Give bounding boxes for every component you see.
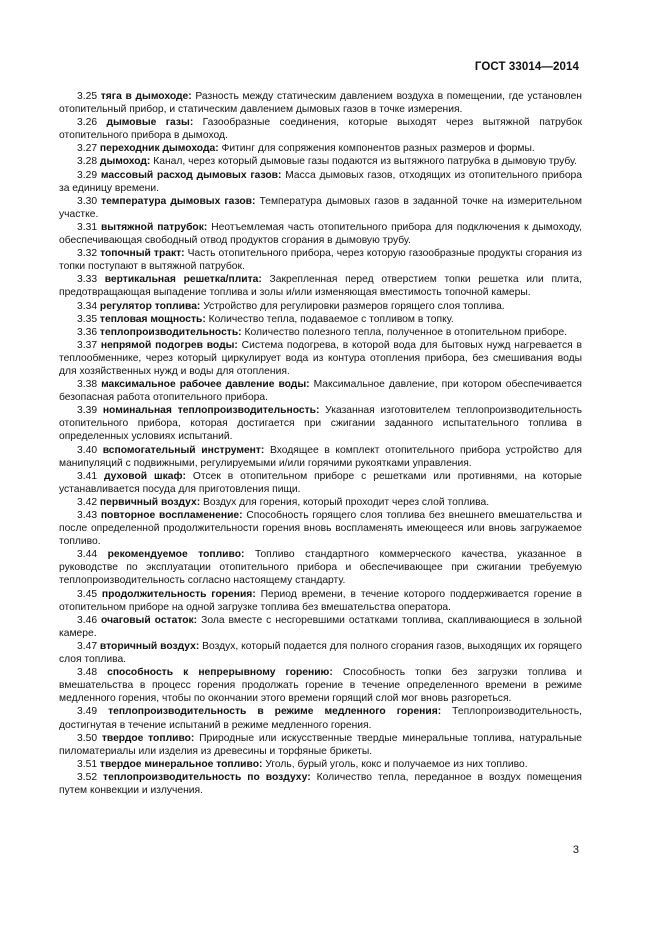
- definition-entry: [59, 614, 582, 640]
- entry-number: 3.50: [77, 732, 98, 744]
- definition-entry: [59, 470, 582, 496]
- entry-number: 3.48: [77, 667, 98, 679]
- definition-entry: [59, 313, 582, 326]
- entry-number: 3.47: [77, 640, 98, 652]
- entry-term: переходник дымохода:: [99, 143, 219, 155]
- document-code-header: ГОСТ 33014—2014: [474, 61, 579, 73]
- entry-number: 3.35: [77, 313, 98, 325]
- entry-term: твердое топливо:: [101, 732, 195, 744]
- entry-term: вспомогательный инструмент:: [102, 444, 265, 456]
- entry-term: максимальное рабочее давление воды:: [101, 379, 310, 391]
- definition-entry: [59, 155, 582, 168]
- entry-definition: Количество полезного тепла, полученное в отопительном приборе.: [241, 326, 568, 338]
- entry-definition: Топливо стандартного коммерческого качества, указанное в руководстве по эксплуатации отопительного прибора и обеспечивающее при сжигании требуемую теплопроизводительность согласно настоящему стандарту.: [59, 549, 583, 587]
- entry-term: номинальная теплопроизводительность:: [102, 405, 320, 417]
- entry-term: первичный воздух:: [99, 496, 201, 508]
- entry-term: вторичный воздух:: [99, 640, 200, 652]
- entry-number: 3.27: [77, 143, 98, 155]
- entry-number: 3.33: [77, 274, 98, 286]
- definition-entry: [59, 116, 582, 142]
- entry-number: 3.45: [77, 588, 98, 600]
- entry-number: 3.41: [77, 470, 98, 482]
- entry-number: 3.29: [77, 169, 98, 181]
- definition-entry: [59, 588, 582, 614]
- entry-number: 3.44: [77, 549, 98, 561]
- definition-entry: [59, 90, 582, 116]
- entry-term: способность к непрерывному горению:: [107, 667, 333, 679]
- entry-term: дымовые газы:: [106, 117, 194, 129]
- definition-entry: [59, 169, 582, 195]
- entry-number: 3.52: [77, 771, 98, 783]
- entry-term: тепловая мощность:: [99, 313, 206, 325]
- entry-number: 3.51: [77, 758, 98, 770]
- entry-number: 3.26: [77, 117, 98, 129]
- entry-number: 3.43: [77, 510, 98, 521]
- entry-number: 3.46: [77, 614, 98, 626]
- entry-number: 3.31: [77, 221, 98, 233]
- entry-definition: Устройство для регулировки размеров горящего слоя топлива.: [200, 300, 505, 312]
- entry-term: продолжительность горения:: [101, 588, 256, 600]
- entry-definition: Газообразные соединения, которые выходят через вытяжной патрубок отопительного прибора в дымоход.: [59, 117, 582, 142]
- entry-term: непрямой подогрев воды:: [100, 339, 238, 351]
- entry-definition: Воздух, который подается для полного сгорания газов, выходящих их горящего слоя топлива.: [59, 640, 582, 666]
- entry-definition: Уголь, бурый уголь, кокс и получаемое из них топливо.: [262, 758, 528, 770]
- entry-number: 3.37: [77, 339, 98, 351]
- entry-term: теплопроизводительность в режиме медленного горения:: [108, 706, 442, 718]
- definition-entry: [59, 666, 582, 705]
- entry-term: повторное воспламенение:: [100, 510, 243, 521]
- entry-definition: Зола вместе с несгоревшими остатками топлива, скапливающиеся в зольной камере.: [59, 614, 582, 639]
- entry-term: вытяжной патрубок:: [100, 221, 208, 233]
- entry-number: 3.42: [77, 496, 98, 508]
- definition-entry: [59, 732, 582, 758]
- entry-number: 3.38: [77, 379, 98, 391]
- definition-entry: [59, 195, 582, 221]
- definition-entry: [59, 771, 582, 797]
- entry-term: рекомендуемое топливо:: [107, 549, 245, 561]
- definition-entry: [59, 640, 582, 666]
- definition-entry: [59, 758, 582, 771]
- entry-term: теплопроизводительность:: [99, 326, 242, 338]
- entry-definition: Указанная изготовителем теплопроизводительность отопительного прибора, которая достигается при сжигании заданного испытательного топлива в определенных условиях испытаний.: [59, 405, 582, 443]
- entry-definition: Канал, через который дымовые газы подаются из вытяжного патрубка в дымовую трубу.: [150, 156, 578, 168]
- entry-term: регулятор топлива:: [99, 300, 201, 312]
- definition-entry: [59, 705, 582, 731]
- definition-entry: [59, 404, 582, 443]
- entry-number: 3.39: [77, 405, 98, 417]
- entry-term: топочный тракт:: [100, 248, 185, 260]
- definition-entry: [59, 509, 582, 548]
- definition-entry: [59, 496, 582, 509]
- entry-number: 3.40: [77, 444, 98, 456]
- definition-entry: [59, 444, 582, 470]
- definition-entry: [59, 378, 582, 404]
- entry-number: 3.25: [77, 91, 98, 102]
- entry-term: массовый расход дымовых газов:: [100, 169, 282, 181]
- entry-definition: Разность между статическим давлением воздуха в помещении, где установлен отопительный прибор, и статическим давлением дымовых газов в точке измерения.: [59, 91, 582, 116]
- entry-term: дымоход:: [99, 156, 151, 168]
- definition-entry: [59, 339, 582, 378]
- entry-term: температура дымовых газов:: [101, 195, 256, 207]
- entry-definition: Теплопроизводительность, достигнутая в течение испытаний в режиме медленного горения.: [59, 706, 583, 731]
- entry-number: 3.32: [77, 248, 98, 260]
- definition-entry: [59, 300, 582, 313]
- entry-definition: Неотъемлемая часть отопительного прибора для подключения к дымоходу, обеспечивающая свободный отвод продуктов сгорания в дымовую трубу.: [59, 221, 582, 247]
- definition-entry: [59, 142, 582, 155]
- entry-term: вертикальная решетка/плита:: [104, 274, 262, 286]
- definition-entry: [59, 273, 582, 299]
- entry-definition: Период времени, в течение которого поддерживается горение в отопительном приборе на одной загрузке топлива без вмешательства оператора.: [59, 588, 582, 613]
- entry-term: тяга в дымоходе:: [100, 91, 192, 102]
- entry-term: твердое минеральное топливо:: [99, 758, 263, 770]
- entry-term: духовой шкаф:: [103, 470, 186, 482]
- entry-definition: Природные или искусственные твердые минеральные топлива, натуральные пиломатериалы или изделия из древесины и торфяные брикеты.: [59, 732, 582, 757]
- definition-entry: [59, 221, 582, 247]
- entry-definition: Входящее в комплект отопительного прибора устройство для манипуляций с подвижными, регулируемыми и/или горячими рукоятками управления.: [59, 444, 582, 469]
- entry-definition: Масса дымовых газов, отходящих из отопительного прибора за единицу времени.: [59, 169, 582, 194]
- entry-term: очаговый остаток:: [101, 614, 198, 626]
- definitions-list: [59, 90, 582, 797]
- entry-definition: Максимальное давление, при котором обеспечивается безопасная работа отопительного прибора.: [59, 379, 582, 404]
- entry-definition: Фитинг для сопряжения компонентов разных размеров и формы.: [218, 143, 535, 155]
- entry-definition: Воздух для горения, который проходит через слой топлива.: [200, 496, 490, 508]
- definition-entry: [59, 548, 582, 587]
- entry-number: 3.36: [77, 326, 98, 338]
- definition-entry: [59, 326, 582, 339]
- page-number: 3: [572, 844, 579, 856]
- entry-definition: Закрепленная перед отверстием топки решетка или плита, предотвращающая выпадение топлива и золы и/или изменяющая вместимость топочной камеры.: [59, 274, 582, 299]
- entry-definition: Количество тепла, подаваемое с топливом в топку.: [205, 313, 454, 325]
- entry-number: 3.34: [77, 300, 98, 312]
- entry-number: 3.28: [77, 156, 98, 168]
- entry-definition: Способность топки без загрузки топлива и вмешательства в процесс горения продолжать горение в течение определенного времени в режиме медленного горения, чтобы по окончании этого времени горящий слой мог вновь разгореться.: [59, 667, 582, 705]
- entry-definition: Способность горящего слоя топлива без внешнего вмешательства и после определенной продолжительности горения вновь воспламенять имеющееся или вновь загружаемое топливо.: [59, 510, 582, 548]
- entry-definition: Часть отопительного прибора, через которую газообразные продукты сгорания из топки поступают в вытяжной патрубок.: [59, 248, 582, 273]
- definition-entry: [59, 247, 582, 273]
- entry-definition: Температура дымовых газов в заданной точке на измерительном участке.: [59, 195, 582, 220]
- entry-term: теплопроизводительность по воздуху:: [103, 771, 311, 783]
- entry-number: 3.49: [77, 706, 98, 718]
- entry-definition: Количество тепла, переданное в воздух помещения путем конвекции и излучения.: [59, 771, 582, 796]
- entry-definition: Система подогрева, в которой вода для бытовых нужд нагревается в теплообменнике, через который циркулирует вода из контура отопления прибора, без смешивания воды для хозяйственных нужд и воды для отопления.: [59, 339, 582, 377]
- entry-number: 3.30: [77, 195, 98, 207]
- entry-definition: Отсек в отопительном приборе с решетками или противнями, на которые устанавливается посуда для приготовления пищи.: [59, 470, 582, 495]
